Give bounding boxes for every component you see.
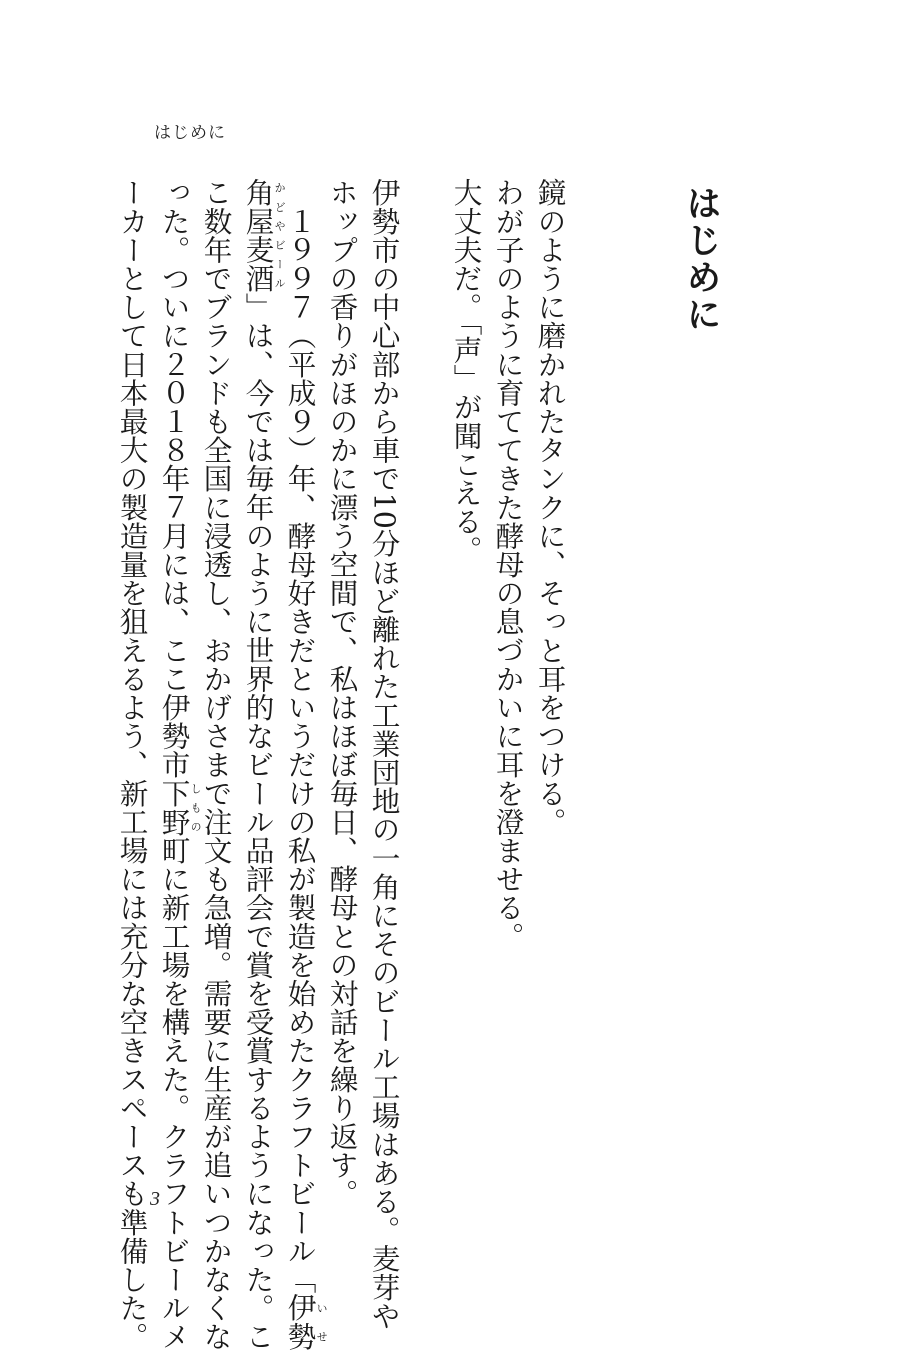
text-column-5: ホップの香りがほのかに漂う空間で、私はほぼ毎日、酵母との対話を繰り返す。	[325, 178, 360, 1208]
text-column-2: わが子のように育ててきた酵母の息づかいに耳を澄ませる。	[491, 178, 526, 951]
chapter-title: はじめに	[681, 185, 721, 333]
text-column-1: 鏡のように磨かれたタンクに、そっと耳をつける。	[533, 178, 568, 836]
text-column-8: こ数年でブランドも全国に浸透し、おかげさまで注文も急増。需要に生産が追いつかなくな	[199, 178, 234, 1351]
text-segment: 」は、今では毎年のように世界的なビール品評会で賞を受賞するようになった。こ	[241, 292, 276, 1351]
ruby-kadoya: 角屋かどや	[241, 178, 287, 236]
text-segment: １９９７（平成９）年、酵母好きだというだけの私が製造を始めたクラフトビール「	[283, 178, 318, 1294]
text-segment: った。ついに２０１８年７月には、ここ伊勢市	[157, 178, 192, 779]
text-column-6	[283, 178, 329, 1351]
text-column-4: 伊勢市の中心部から車で10分ほど離れた工業団地の一角にそのビール工場はある。麦芽や	[367, 178, 402, 1330]
running-head: はじめに	[154, 123, 226, 143]
text-column-9	[157, 178, 203, 1351]
ruby-ise: 伊勢いせ	[283, 1293, 329, 1351]
text-segment: 町に新工場を構えた。クラフトビールメ	[157, 835, 192, 1351]
ruby-bakushu: 麦酒ビール	[241, 235, 287, 293]
text-column-10: ーカーとして日本最大の製造量を狙えるよう、新工場には充分な空きスペースも準備した。	[115, 178, 150, 1351]
text-column-7	[241, 178, 287, 1351]
page-number: 3	[150, 1188, 160, 1210]
text-column-3: 大丈夫だ。「声」が聞こえる。	[449, 178, 484, 565]
ruby-shimono: 下野しもの	[157, 778, 203, 836]
